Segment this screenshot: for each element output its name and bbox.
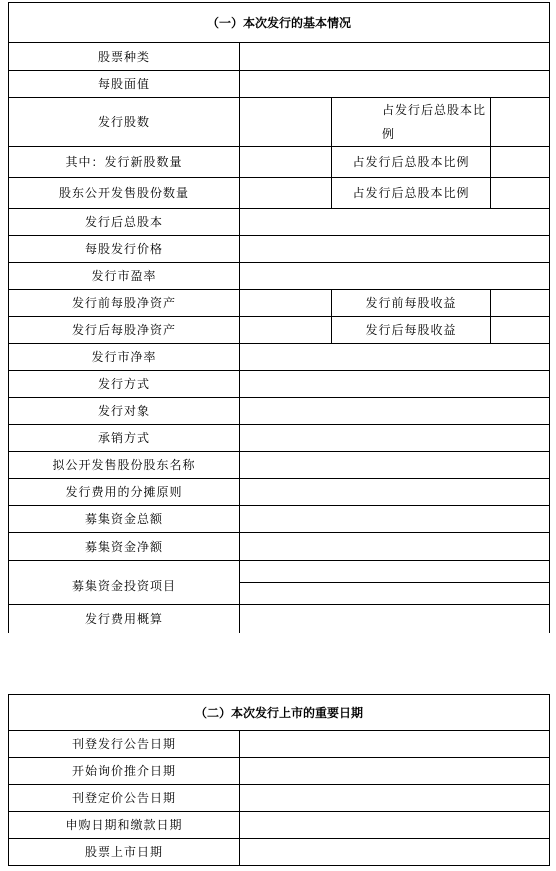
row-label-ratio-holder: 占发行后总股本比例: [332, 178, 491, 209]
row-label-method: 发行方式: [9, 371, 240, 398]
value-cell-listing-date: [240, 839, 550, 866]
value-cell-nav-before: [240, 290, 332, 317]
issuance-basic-info-table: [8, 2, 550, 633]
value-cell-fee-allocation: [240, 479, 550, 506]
value-cell-pricing-date: [240, 785, 550, 812]
value-cell-eps-before: [491, 290, 550, 317]
row-label-pricing-date: 刊登定价公告日期: [9, 785, 240, 812]
value-cell-par-value: [240, 71, 550, 98]
row-label-nav-after: 发行后每股净资产: [9, 317, 240, 344]
row-label-eps-before: 发行前每股收益: [332, 290, 491, 317]
value-cell-total-after: [240, 209, 550, 236]
value-cell-ratio-new: [491, 147, 550, 178]
row-label-target: 发行对象: [9, 398, 240, 425]
value-cell-method: [240, 371, 550, 398]
value-cell-eps-after: [491, 317, 550, 344]
row-label-fee-summary: 发行费用概算: [9, 605, 240, 633]
row-label-ratio-total-after: 占发行后总股本比例: [332, 98, 491, 147]
row-label-stock-type: 股票种类: [9, 43, 240, 71]
value-cell-issue-price: [240, 236, 550, 263]
row-label-subscription-date: 申购日期和缴款日期: [9, 812, 240, 839]
value-cell-pb-ratio: [240, 344, 550, 371]
row-label-issue-price: 每股发行价格: [9, 236, 240, 263]
value-cell-shares-issued: [240, 98, 332, 147]
row-label-roadshow-date: 开始询价推介日期: [9, 758, 240, 785]
section-title: （二）本次发行上市的重要日期: [9, 695, 550, 731]
row-label-announce-date: 刊登发行公告日期: [9, 731, 240, 758]
value-cell-target: [240, 398, 550, 425]
key-dates-table: [8, 694, 550, 866]
value-cell-subscription-date: [240, 812, 550, 839]
value-cell-nav-after: [240, 317, 332, 344]
value-cell-ratio-total-after: [491, 98, 550, 147]
row-label-eps-after: 发行后每股收益: [332, 317, 491, 344]
value-cell-total-raised: [240, 506, 550, 533]
row-label-listing-date: 股票上市日期: [9, 839, 240, 866]
row-label-nav-before: 发行前每股净资产: [9, 290, 240, 317]
row-label-projects: 募集资金投资项目: [9, 561, 240, 605]
section-title: （一）本次发行的基本情况: [9, 3, 550, 43]
value-cell-fee-summary: [240, 605, 550, 633]
value-cell-ratio-holder: [491, 178, 550, 209]
value-cell-projects-2: [240, 583, 550, 605]
value-cell-announce-date: [240, 731, 550, 758]
value-cell-projects-1: [240, 561, 550, 583]
row-label-total-after: 发行后总股本: [9, 209, 240, 236]
value-cell-stock-type: [240, 43, 550, 71]
row-label-new-shares: 其中：发行新股数量: [9, 147, 240, 178]
row-label-holder-shares: 股东公开发售股份数量: [9, 178, 240, 209]
value-cell-net-raised: [240, 533, 550, 561]
row-label-fee-allocation: 发行费用的分摊原则: [9, 479, 240, 506]
row-label-underwriting: 承销方式: [9, 425, 240, 452]
row-label-pb-ratio: 发行市净率: [9, 344, 240, 371]
row-label-total-raised: 募集资金总额: [9, 506, 240, 533]
row-label-par-value: 每股面值: [9, 71, 240, 98]
value-cell-holder-names: [240, 452, 550, 479]
row-label-net-raised: 募集资金净额: [9, 533, 240, 561]
row-label-shares-issued: 发行股数: [9, 98, 240, 147]
value-cell-roadshow-date: [240, 758, 550, 785]
row-label-holder-names: 拟公开发售股份股东名称: [9, 452, 240, 479]
value-cell-holder-shares: [240, 178, 332, 209]
value-cell-underwriting: [240, 425, 550, 452]
value-cell-pe-ratio: [240, 263, 550, 290]
row-label-pe-ratio: 发行市盈率: [9, 263, 240, 290]
value-cell-new-shares: [240, 147, 332, 178]
row-label-ratio-new: 占发行后总股本比例: [332, 147, 491, 178]
